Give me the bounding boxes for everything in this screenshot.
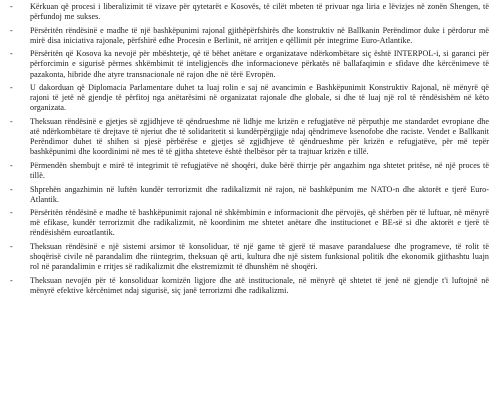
list-item <box>8 49 489 79</box>
paragraph-text: Përsëritën rëndësinë e madhe të bashkëpunimit rajonal në shkëmbimin e informacionit dhe përvojës, që shërben për të luftuar, në mënyrë më efikase, kundër terrorizmit dhe radikalizmit, në koordinim me shtetet anëtare dhe institucionet e BE-së si dhe aktorët e tjerë të rëndësishëm euroatlantik. <box>30 208 489 238</box>
list-item <box>8 83 489 113</box>
paragraph-text: Theksuan rëndësinë e një sistemi arsimor të konsoliduar, të një game të gjerë të masave parandaluese dhe programeve, të rolit të shoqërisë civile në parandalim dhe riintegrim, theksuan që arti, kultura dhe një sistem funksional politik dhe ekonomik gjithashtu luajn rol në parandalimin e rritjes së radikalizmit dhe ekstremizmit të dhunshëm në shoqëri. <box>30 241 489 272</box>
list-item <box>8 2 489 22</box>
list-item <box>8 276 489 296</box>
paragraph-text: Përsëritën rëndësinë e madhe të një bashkëpunimi rajonal gjithëpërfshirës dhe konstruktiv në Ballkanin Perëndimor duke i përdorur më mirë disa iniciativa rajonale, përfshirë edhe Procesin e Berlinit, në arritjen e qëllimit për integrime Euro-Atlantike. <box>30 25 489 45</box>
list-item <box>8 117 489 157</box>
list-item <box>8 242 489 272</box>
list-item <box>8 26 489 46</box>
bullet-marker: - <box>10 2 13 11</box>
bullet-marker: - <box>10 275 13 285</box>
bullet-marker: - <box>10 116 13 126</box>
paragraph-text: Kërkuan që procesi i liberalizimit të vizave për qytetarët e Kosovës, të cilët mbeten të privuar nga liria e lëvizjes në zonën Shengen, të përfundoj me sukses. <box>30 2 489 22</box>
paragraph-text: Përsëritën që Kosova ka nevojë për mbështetje, që të bëhet anëtare e organizatave ndërkombëtare siç është INTERPOL-i, si garanci për përforcimin e sigurisë përmes shkëmbimit të inteligjencës dhe informacioneve përkatës në ballafaqimin e sfidave dhe kërcënimeve të pazakonta, hibride dhe atyre transnacionale në rajon dhe në tërë Evropën. <box>30 49 489 79</box>
list-item <box>8 161 489 181</box>
paragraph-text: U dakorduan që Diplomacia Parlamentare duhet ta luaj rolin e saj në avancimin e Bashkëpunimit Konstruktiv Rajonal, në mënyrë që rajoni të jetë në gjendje të përfitoj nga anëtarësimi në organizatat rajonale dhe globale, si dhe të luaj një rol të rëndësishëm në këto organizata. <box>30 83 489 113</box>
paragraph-text: Shprehën angazhimin në luftën kundër terrorizmit dhe radikalizmit në rajon, në bashkëpunim me NATO-n dhe aktorët e tjerë Euro-Atlantik. <box>30 184 489 204</box>
bullet-marker: - <box>10 49 13 59</box>
bullet-marker: - <box>10 208 13 218</box>
bullet-marker: - <box>10 25 13 35</box>
paragraph-text: Përmendën shembujt e mirë të integrimit të refugjatëve në shoqëri, duke bërë thirrje për angazhim nga shtetet pritëse, në një proces të tillë. <box>30 160 489 180</box>
paragraph-text: Theksuan nevojën për të konsoliduar kornizën ligjore dhe atë institucionale, në mënyrë që shtetet të jenë në gjendje t'i luftojnë në mënyrë efektive kërcënimet ndaj sigurisë, siç janë terrorizmi dhe radikalizmi. <box>30 275 489 295</box>
list-item <box>8 208 489 238</box>
bullet-marker: - <box>10 184 13 194</box>
bullet-marker: - <box>10 241 13 251</box>
paragraph-text: Theksuan rëndësinë e gjetjes së zgjidhjeve të qëndrueshme në lidhje me krizën e refugjatëve në përputhje me standardet evropiane dhe atë ndërkombëtare të drejtave të njeriut dhe të solidaritetit si kundërpërgjigje ndaj qëndrimeve ksenofobe dhe raciste. Vendet e Ballkanit Perëndimor duhet të shihen si pjesë përbërëse e gjetjes së zgjidhjeve të qëndrueshme për krizën e refugjatëve, për më tepër bashkëpunimi dhe koordinimi në mes të të gjitha shteteve është thelbësor për ta trajtuar krizën e tillë. <box>30 116 489 157</box>
bullet-marker: - <box>10 83 13 93</box>
bullet-marker: - <box>10 160 13 170</box>
list-item <box>8 185 489 205</box>
